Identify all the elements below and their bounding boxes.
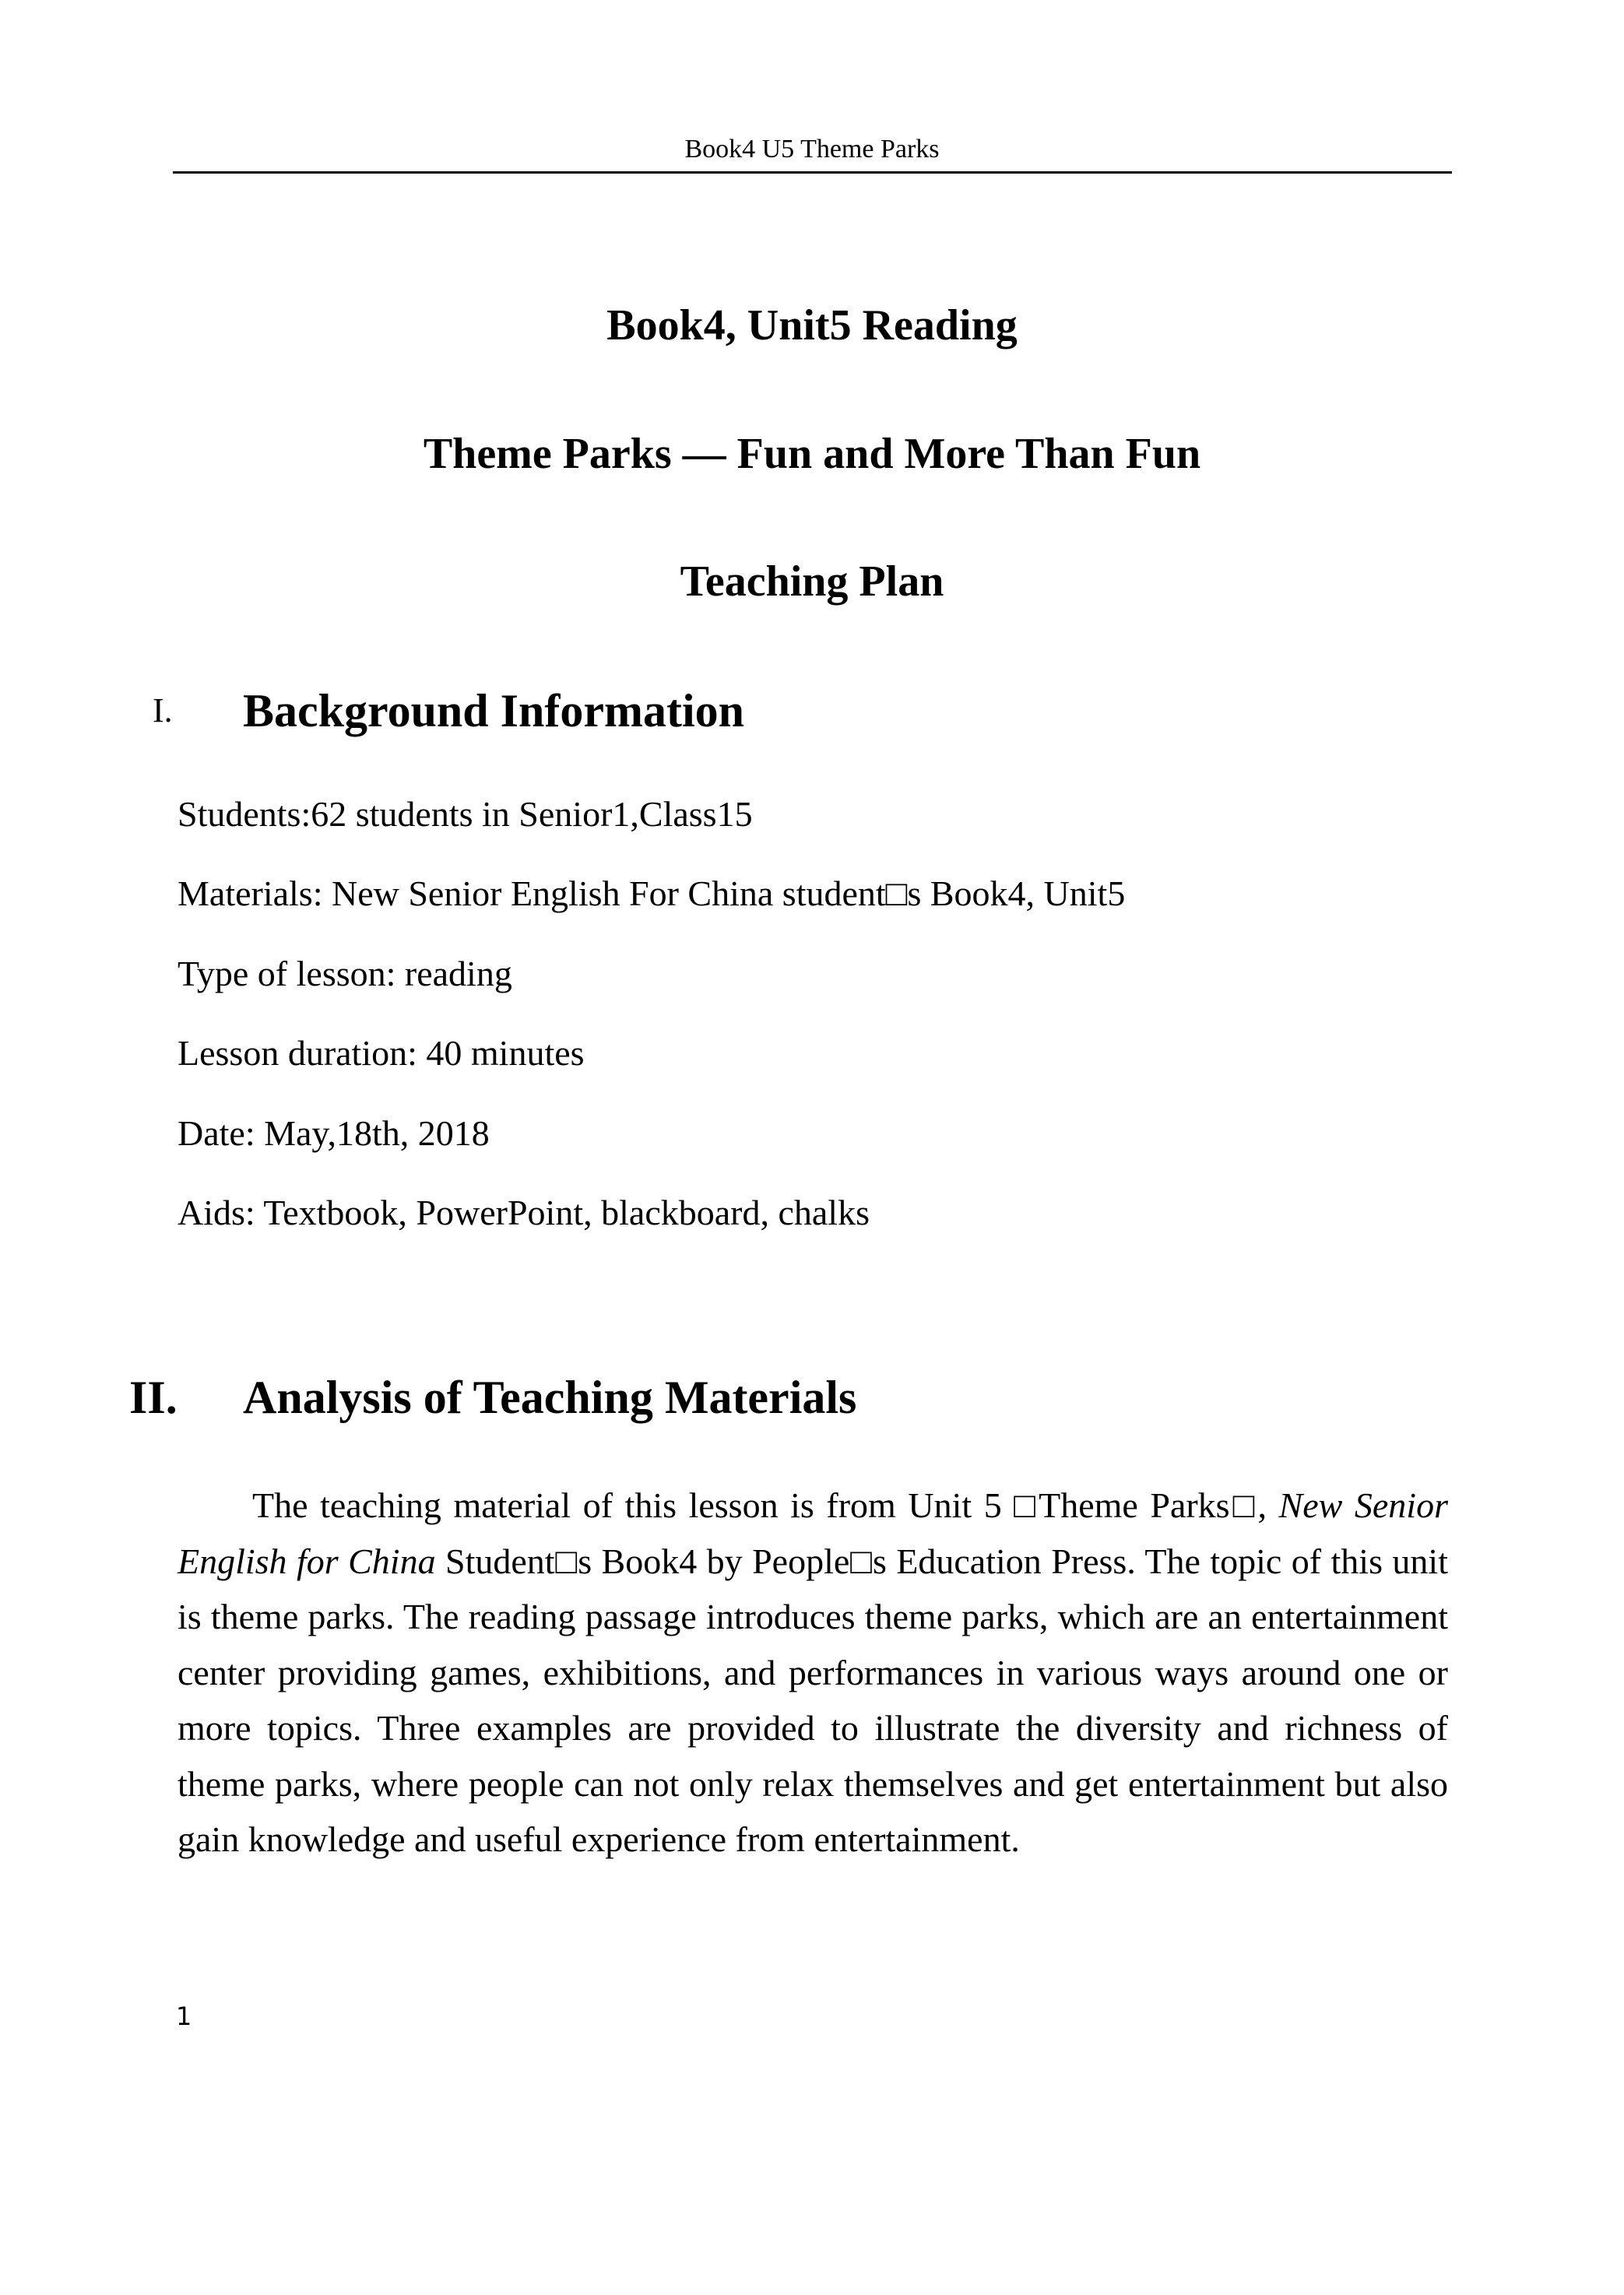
header-rule — [173, 171, 1452, 174]
info-date: Date: May,18th, 2018 — [178, 1113, 490, 1153]
info-duration: Lesson duration: 40 minutes — [178, 1033, 585, 1073]
running-header: Book4 U5 Theme Parks — [684, 135, 940, 163]
info-materials: Materials: New Senior English For China student□s Book4, Unit5 — [178, 873, 1126, 913]
document-type-title: Teaching Plan — [680, 557, 944, 606]
section-title: Background Information — [243, 685, 745, 736]
document-title: Book4, Unit5 Reading — [606, 301, 1018, 350]
info-lesson-type: Type of lesson: reading — [178, 954, 512, 993]
document-subtitle: Theme Parks — Fun and More Than Fun — [423, 430, 1201, 478]
info-students: Students:62 students in Senior1,Class15 — [178, 794, 753, 834]
section-heading-analysis — [0, 1366, 1624, 1429]
analysis-paragraph — [178, 1478, 1448, 1868]
paragraph-text: Student□s Book4 by People□s Education Press. The topic of this unit is theme parks. The reading passage introduces theme parks, which are an entertainment center providing games, exhibitions, and performances in various ways around one or more topics. Three examples are provided to illustrate the diversity and richness of theme parks, where people can not only relax themselves and get entertainment but also gain knowledge and useful experience from entertainment. — [178, 1541, 1448, 1859]
info-aids: Aids: Textbook, PowerPoint, blackboard, chalks — [178, 1193, 870, 1232]
section-heading-background — [0, 680, 1624, 742]
paragraph-text: The teaching material of this lesson is from Unit 5 □Theme Parks□, — [252, 1485, 1279, 1525]
section-title: Analysis of Teaching Materials — [243, 1372, 857, 1423]
page-number: 1 — [176, 2002, 192, 2031]
section-number: I. — [153, 691, 173, 729]
textbook-title: New Senior English for China — [178, 1485, 1448, 1581]
section-number: II. — [129, 1372, 178, 1423]
